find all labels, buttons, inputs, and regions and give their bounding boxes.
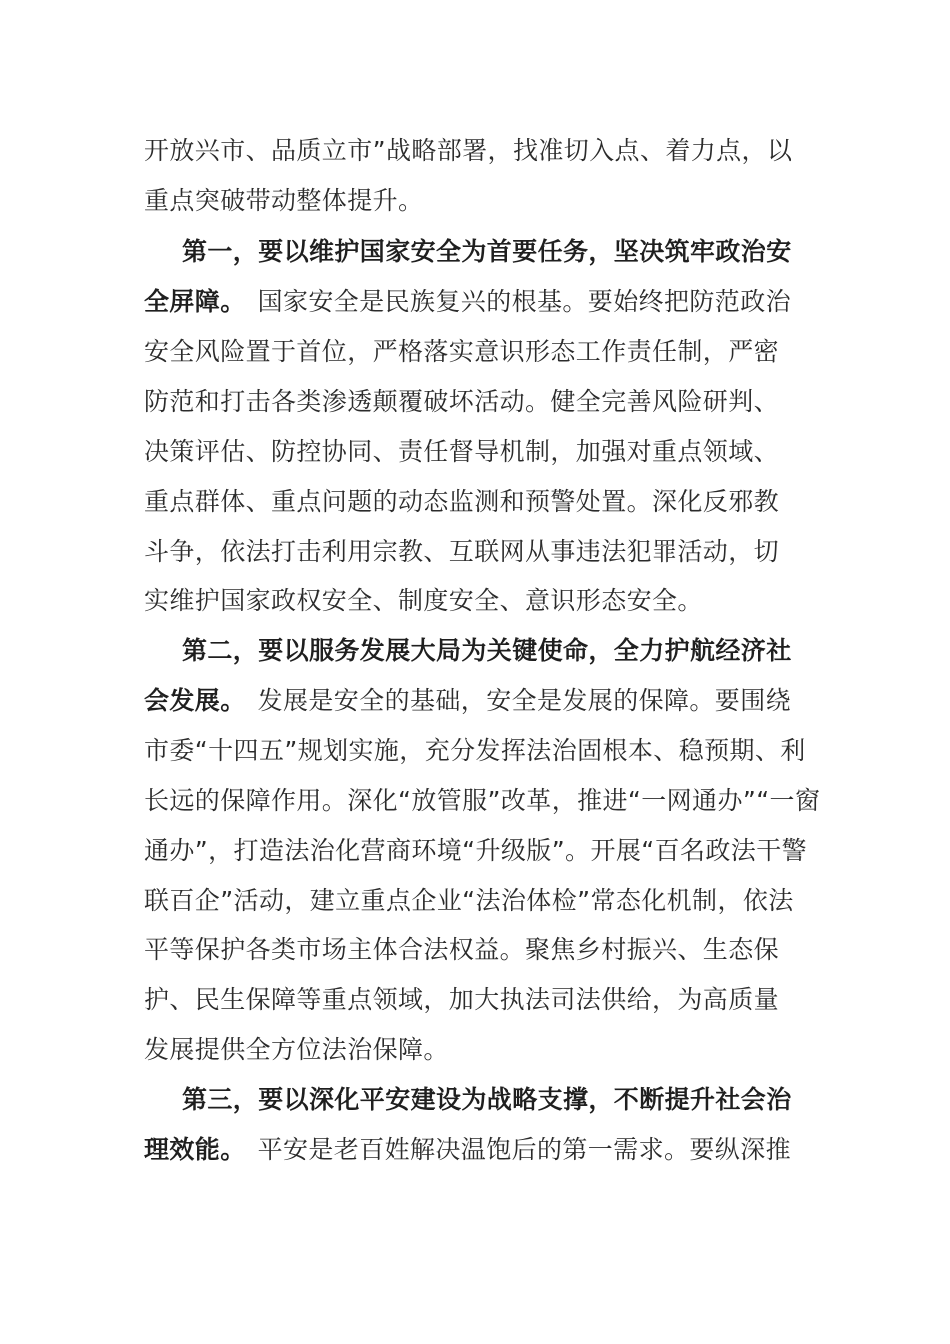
- paragraph-line: 决策评估、防控协同、责任督导机制，加强对重点领域、: [144, 437, 780, 466]
- paragraph-line: 护、民生保障等重点领域，加大执法司法供给，为高质量: [144, 985, 780, 1014]
- paragraph-line: 实维护国家政权安全、制度安全、意识形态安全。: [144, 586, 703, 615]
- paragraph-line: [144, 676, 804, 726]
- section-body-start: 发展是安全的基础，安全是发展的保障。要围绕: [257, 686, 792, 715]
- paragraph-line: 发展提供全方位法治保障。: [144, 1035, 449, 1064]
- section-heading-3: 第三，要以深化平安建设为战略支撑，不断提升社会治: [182, 1085, 792, 1114]
- paragraph-line: 开放兴市、品质立市”战略部署，找准切入点、着力点，以: [144, 136, 793, 165]
- section-heading-2-end: 会发展。: [144, 686, 246, 715]
- paragraph-line: 平等保护各类市场主体合法权益。聚焦乡村振兴、生态保: [144, 935, 780, 964]
- paragraph-line: 重点突破带动整体提升。: [144, 186, 424, 215]
- paragraph-line: 通办”，打造法治化营商环境“升级版”。开展“百名政法干警: [144, 836, 808, 865]
- section-heading-1: 第一，要以维护国家安全为首要任务，坚决筑牢政治安: [182, 237, 792, 266]
- section-heading-2: 第二，要以服务发展大局为关键使命，全力护航经济社: [182, 636, 792, 665]
- paragraph-line: [144, 277, 804, 327]
- section-heading-3-end: 理效能。: [144, 1135, 246, 1164]
- paragraph-line: 安全风险置于首位，严格落实意识形态工作责任制，严密: [144, 337, 780, 366]
- paragraph-line: [144, 1125, 804, 1175]
- paragraph-line: 防范和打击各类渗透颠覆破坏活动。健全完善风险研判、: [144, 387, 780, 416]
- section-body-start: 平安是老百姓解决温饱后的第一需求。要纵深推: [257, 1135, 792, 1164]
- paragraph-line: 斗争，依法打击利用宗教、互联网从事违法犯罪活动，切: [144, 537, 780, 566]
- paragraph-line: 联百企”活动，建立重点企业“法治体检”常态化机制，依法: [144, 886, 794, 915]
- paragraph-line: 重点群体、重点问题的动态监测和预警处置。深化反邪教: [144, 487, 780, 516]
- section-body-start: 国家安全是民族复兴的根基。要始终把防范政治: [257, 287, 792, 316]
- paragraph-line: 长远的保障作用。深化“放管服”改革，推进“一网通办”“一窗: [144, 786, 821, 815]
- section-heading-1-end: 全屏障。: [144, 287, 246, 316]
- paragraph-line: 市委“十四五”规划实施，充分发挥法治固根本、稳预期、利: [144, 736, 806, 765]
